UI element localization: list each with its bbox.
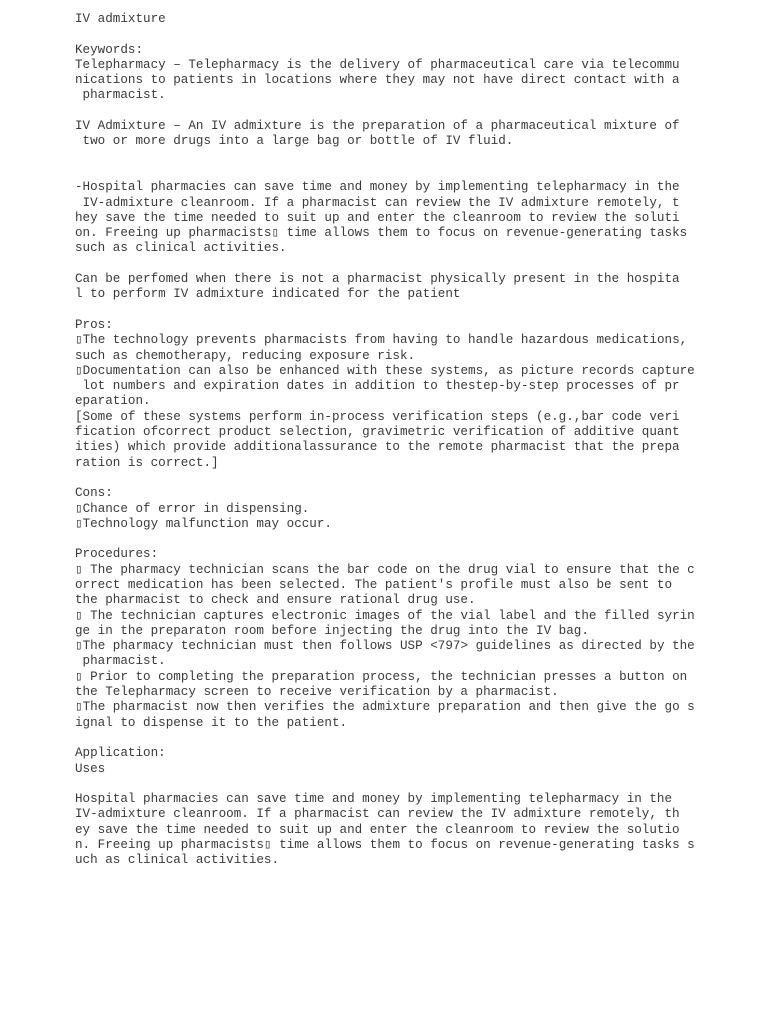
text-line: IV Admixture – An IV admixture is the preparation of a pharmaceutical mixture of bbox=[75, 119, 680, 134]
text-line bbox=[75, 104, 755, 119]
text-line: ration is correct.] bbox=[75, 455, 219, 470]
text-line bbox=[75, 27, 755, 42]
text-line: ▯Documentation can also be enhanced with these systems, as picture records capture bbox=[75, 363, 695, 378]
text-line: ey save the time needed to suit up and enter the cleanroom to review the solutio bbox=[75, 822, 680, 837]
text-line: pharmacist. bbox=[75, 88, 166, 103]
text-line: Can be perfomed when there is not a pharmacist physically present in the hospita bbox=[75, 272, 680, 287]
text-line: nications to patients in locations where they may not have direct contact with a bbox=[75, 73, 680, 88]
text-line bbox=[75, 303, 755, 318]
text-line bbox=[75, 471, 755, 486]
text-line bbox=[75, 257, 755, 272]
text-line: on. Freeing up pharmacists▯ time allows them to focus on revenue-generating tasks bbox=[75, 226, 688, 241]
text-line: ▯The technology prevents pharmacists from having to handle hazardous medications, bbox=[75, 333, 688, 348]
text-line bbox=[75, 150, 755, 165]
text-line: IV-admixture cleanroom. If a pharmacist can review the IV admixture remotely, th bbox=[75, 807, 680, 822]
text-line: the Telepharmacy screen to receive verification by a pharmacist. bbox=[75, 685, 559, 700]
text-line: IV-admixture cleanroom. If a pharmacist can review the IV admixture remotely, t bbox=[75, 195, 680, 210]
text-line: the pharmacist to check and ensure rational drug use. bbox=[75, 593, 476, 608]
text-line: n. Freeing up pharmacists▯ time allows them to focus on revenue-generating tasks s bbox=[75, 838, 695, 853]
text-line: ge in the preparaton room before injecting the drug into the IV bag. bbox=[75, 623, 589, 638]
text-line bbox=[75, 165, 755, 180]
text-line: two or more drugs into a large bag or bottle of IV fluid. bbox=[75, 134, 514, 149]
text-line: ▯Technology malfunction may occur. bbox=[75, 516, 332, 531]
text-line bbox=[75, 532, 755, 547]
text-line: ▯ The pharmacy technician scans the bar code on the drug vial to ensure that the c bbox=[75, 562, 695, 577]
text-line: ▯The pharmacy technician must then follows USP <797> guidelines as directed by the bbox=[75, 639, 695, 654]
text-line: orrect medication has been selected. The patient's profile must also be sent to bbox=[75, 577, 673, 592]
pros-heading: Pros: bbox=[75, 317, 113, 332]
uses-heading: Uses bbox=[75, 761, 106, 776]
cons-heading: Cons: bbox=[75, 486, 113, 501]
text-line: l to perform IV admixture indicated for the patient bbox=[75, 287, 461, 302]
text-line: Hospital pharmacies can save time and money by implementing telepharmacy in the bbox=[75, 792, 673, 807]
text-line: hey save the time needed to suit up and enter the cleanroom to review the soluti bbox=[75, 210, 680, 225]
text-line: lot numbers and expiration dates in addition to thestep-by-step processes of pr bbox=[75, 379, 680, 394]
text-line: eparation. bbox=[75, 394, 151, 409]
text-line bbox=[75, 731, 755, 746]
text-line: uch as clinical activities. bbox=[75, 853, 280, 868]
text-line: fication ofcorrect product selection, gravimetric verification of additive quant bbox=[75, 425, 680, 440]
text-line: -Hospital pharmacies can save time and money by implementing telepharmacy in the bbox=[75, 180, 680, 195]
text-line: such as chemotherapy, reducing exposure risk. bbox=[75, 348, 416, 363]
text-line: ▯ The technician captures electronic images of the vial label and the filled syrin bbox=[75, 608, 695, 623]
text-line: pharmacist. bbox=[75, 654, 166, 669]
text-line: ▯Chance of error in dispensing. bbox=[75, 501, 310, 516]
text-line: [Some of these systems perform in-process verification steps (e.g.,bar code veri bbox=[75, 409, 680, 424]
text-line: Telepharmacy – Telepharmacy is the delivery of pharmaceutical care via telecommu bbox=[75, 57, 680, 72]
text-line: ities) which provide additionalassurance to the remote pharmacist that the prepa bbox=[75, 440, 680, 455]
text-line: ignal to dispense it to the patient. bbox=[75, 715, 348, 730]
procedures-heading: Procedures: bbox=[75, 547, 159, 562]
document-title: IV admixture bbox=[75, 12, 166, 26]
text-line: ▯ Prior to completing the preparation process, the technician presses a button on bbox=[75, 669, 688, 684]
document-page bbox=[75, 12, 755, 869]
keywords-heading: Keywords: bbox=[75, 42, 144, 57]
text-line: ▯The pharmacist now then verifies the admixture preparation and then give the go s bbox=[75, 700, 695, 715]
text-line bbox=[75, 777, 755, 792]
text-line: such as clinical activities. bbox=[75, 241, 287, 256]
application-heading: Application: bbox=[75, 746, 166, 761]
